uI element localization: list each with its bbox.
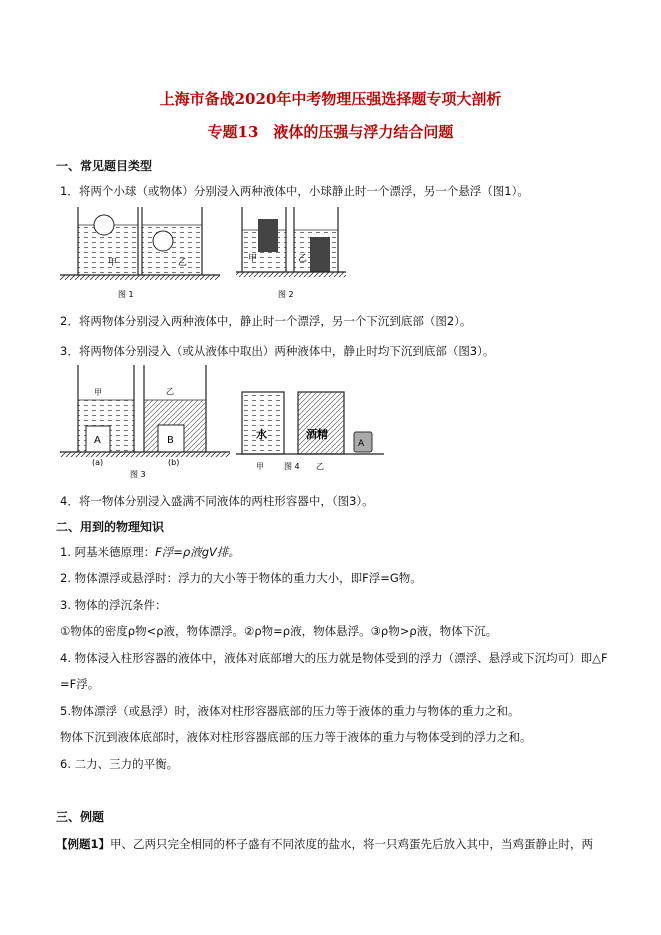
knowledge-4-line2: =F浮。 (60, 677, 100, 691)
fig4-label-a: 甲 (256, 462, 264, 471)
section-heading-knowledge: 二、用到的物理知识 (56, 520, 165, 534)
fig4-block: A (358, 439, 365, 449)
knowledge-5-line2: 物体下沉到液体底部时，液体对柱形容器底部的压力等于液体的重力与物体受到的浮力之和。 (60, 730, 532, 744)
fig3-top-b: 乙 (166, 387, 174, 396)
fig1-caption: 图 1 (118, 290, 134, 299)
example-1 (56, 836, 593, 852)
example-1-tag: 【例题1】 (56, 837, 111, 851)
figure-1 (60, 205, 220, 300)
document-title: 上海市备战2020年中考物理压强选择题专项大剖析 (159, 90, 502, 108)
fig2-label-a: 甲 (248, 254, 258, 264)
document-subtitle: 专题13 液体的压强与浮力结合问题 (207, 123, 454, 141)
fig1-label-a: 甲 (108, 258, 118, 268)
fig3-caption: 图 3 (130, 470, 146, 479)
item-3: 3．将两物体分别浸入（或从液体中取出）两种液体中，静止时均下沉到底部（图3）。 (60, 344, 495, 358)
knowledge-4-line1: 4. 物体浸入柱形容器的液体中，液体对底部增大的压力就是物体受到的浮力（漂浮、悬浮或下沉均可）即△F (60, 651, 608, 665)
fig4-liquid-a: 水 (256, 428, 267, 441)
knowledge-6: 6. 二力、三力的平衡。 (60, 757, 179, 771)
fig3-box-a: A (94, 435, 101, 446)
section-heading-types: 一、常见题目类型 (56, 159, 153, 173)
knowledge-3-conditions: ①物体的密度ρ物<ρ液，物体漂浮。②ρ物=ρ液，物体悬浮。③ρ物>ρ液，物体下沉。 (60, 624, 498, 638)
item-2: 2．将两物体分别浸入两种液体中，静止时一个漂浮，另一个下沉到底部（图2）。 (60, 314, 472, 328)
fig4-liquid-b: 酒精 (306, 428, 328, 441)
fig2-caption: 图 2 (278, 290, 294, 299)
example-1-text: 甲、乙两只完全相同的杯子盛有不同浓度的盐水，将一只鸡蛋先后放入其中，当鸡蛋静止时，两 (110, 837, 594, 851)
fig2-label-b: 乙 (298, 254, 308, 264)
knowledge-5-line1: 5.物体漂浮（或悬浮）时，液体对柱形容器底部的压力等于液体的重力与物体的重力之和。 (60, 704, 520, 718)
fig3-sub-a: (a) (92, 458, 104, 467)
figure-3 (60, 363, 230, 481)
fig4-caption: 图 4 (284, 462, 300, 471)
knowledge-1 (60, 544, 240, 560)
fig1-label-b: 乙 (178, 258, 188, 268)
fig3-top-a: 甲 (94, 388, 102, 397)
figure-2 (236, 205, 346, 300)
knowledge-2: 2. 物体漂浮或悬浮时：浮力的大小等于物体的重力大小，即F浮=G物。 (60, 571, 422, 585)
fig4-label-b: 乙 (316, 462, 324, 471)
knowledge-3: 3. 物体的浮沉条件： (60, 598, 167, 612)
section-heading-examples: 三、例题 (56, 810, 105, 824)
figure-4 (236, 388, 384, 476)
fig3-sub-b: (b) (168, 458, 180, 467)
fig3-box-b: B (167, 435, 174, 446)
item-1: 1．将两个小球（或物体）分别浸入两种液体中，小球静止时一个漂浮，另一个悬浮（图1）。 (60, 184, 529, 198)
item-4: 4．将一物体分别浸入盛满不同液体的两柱形容器中，（图3）。 (60, 494, 374, 508)
knowledge-1-prefix: 1. 阿基米德原理： (60, 545, 156, 559)
archimedes-formula: F浮=ρ液gV排。 (155, 545, 240, 559)
